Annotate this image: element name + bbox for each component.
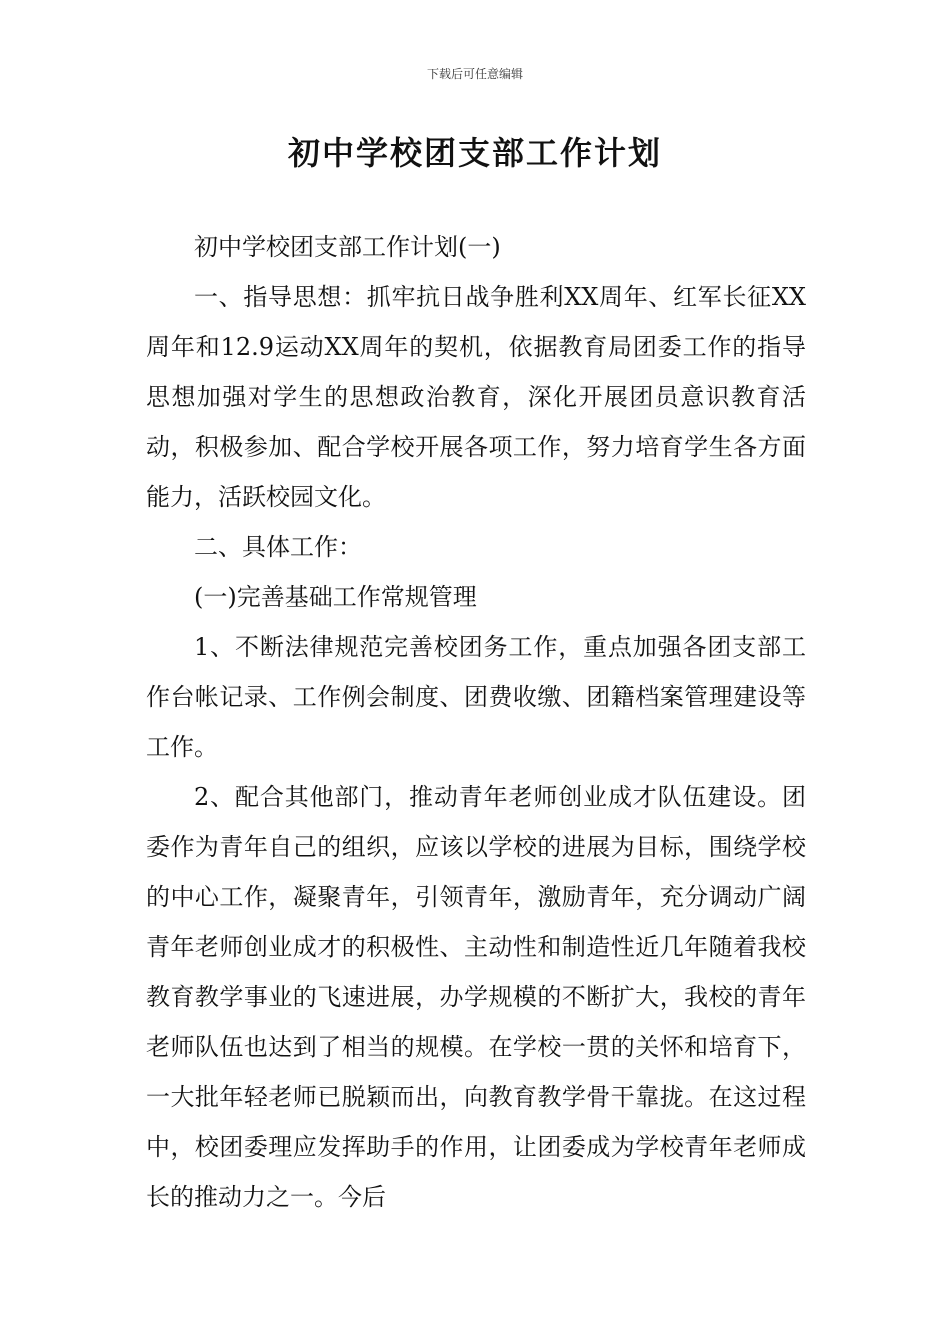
- paragraph-item-2: 2、配合其他部门，推动青年老师创业成才队伍建设。团委作为青年自己的组织，应该以学校的进展为目标，围绕学校的中心工作，凝聚青年，引领青年，激励青年，充分调动广阔青年老师创业成才的积极性、主动性和制造性近几年随着我校教育教学事业的飞速进展，办学规模的不断扩大，我校的青年老师队伍也达到了相当的规模。在学校一贯的关怀和培育下，一大批年轻老师已脱颖而出，向教育教学骨干靠拢。在这过程中，校团委理应发挥助手的作用，让团委成为学校青年老师成长的推动力之一。今后: [146, 783, 806, 1211]
- paragraph-item-1: 1、不断法律规范完善校团务工作，重点加强各团支部工作台帐记录、工作例会制度、团费收缴、团籍档案管理建设等工作。: [146, 633, 806, 761]
- header-note: 下载后可任意编辑: [426, 67, 523, 81]
- paragraph-section-one: (一)完善基础工作常规管理: [194, 583, 477, 611]
- paragraph-guiding-thought: 一、指导思想：抓牢抗日战争胜利XX周年、红军长征XX周年和12.9运动XX周年的契机，依据教育局团委工作的指导思想加强对学生的思想政治教育，深化开展团员意识教育活动，积极参加、配合学校开展各项工作，努力培育学生各方面能力，活跃校园文化。: [146, 283, 806, 511]
- paragraph-subtitle: 初中学校团支部工作计划(一): [194, 233, 501, 261]
- document-body: [146, 222, 806, 1222]
- document-title: 初中学校团支部工作计划: [287, 134, 662, 172]
- paragraph-specific-work: 二、具体工作：: [194, 533, 362, 561]
